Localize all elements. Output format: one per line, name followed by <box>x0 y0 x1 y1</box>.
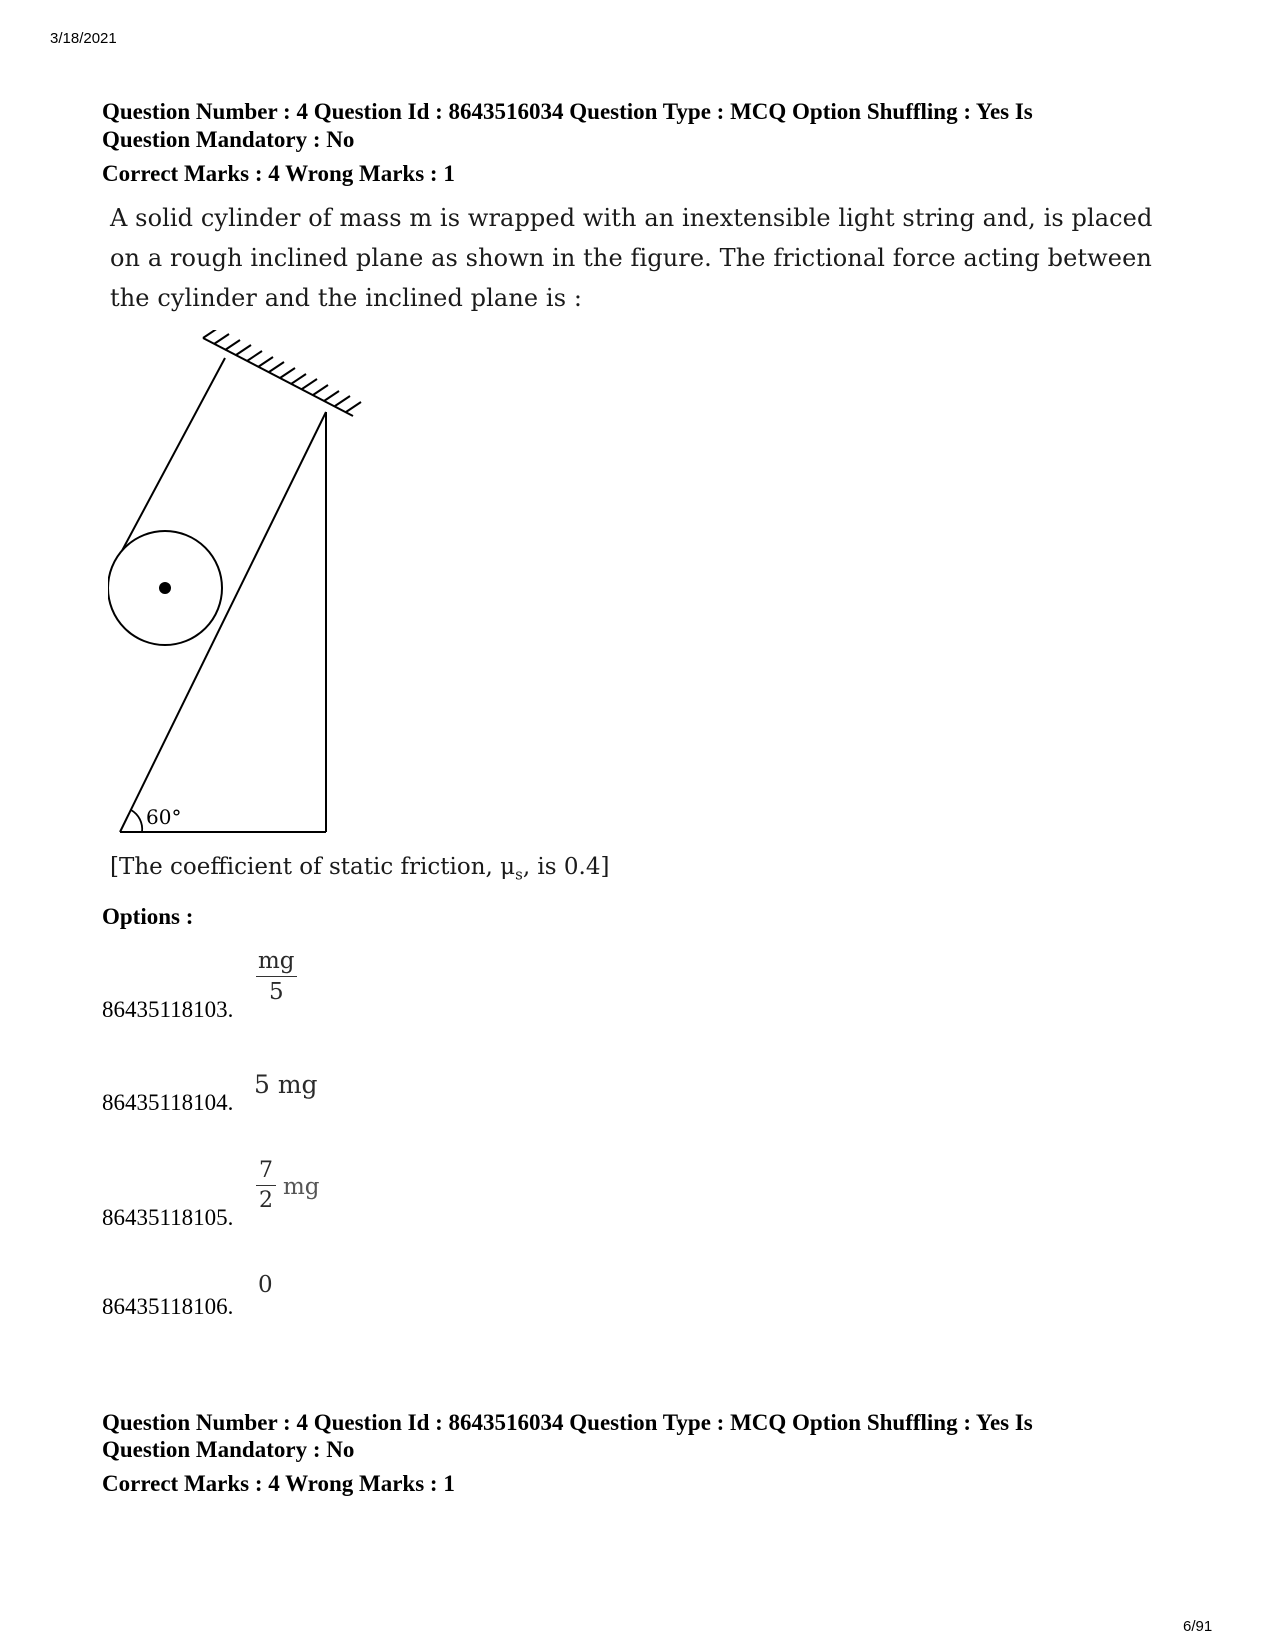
print-date: 3/18/2021 <box>50 30 117 47</box>
ceiling-hatching <box>203 330 361 416</box>
angle-label: 60° <box>146 805 182 829</box>
option-4-value[interactable]: 0 <box>258 1272 273 1298</box>
option-3-suffix: mg <box>283 1174 320 1200</box>
question-2-header-line1: Question Number : 4 Question Id : 8643516034 Question Type : MCQ Option Shuffling : Yes Is <box>102 1410 1033 1435</box>
question-marks: Correct Marks : 4 Wrong Marks : 1 <box>102 161 455 186</box>
option-3-fraction[interactable]: $\frac{7}{2}$ <box>256 1158 276 1213</box>
option-2-value[interactable]: 5 mg <box>254 1070 318 1099</box>
page-number: 6/91 <box>1183 1618 1213 1635</box>
option-2-id: 86435118104. <box>102 1090 234 1115</box>
cylinder-center-dot <box>159 582 171 594</box>
question-stem: A solid cylinder of mass m is wrapped with an inextensible light string and, is placed on a rough inclined plane as shown in the figure. The frictional force acting between the cylinder and the inclined plane is : <box>110 204 1153 312</box>
option-3-id: 86435118105. <box>102 1205 234 1230</box>
option-1-id: 86435118103. <box>102 997 234 1022</box>
question-header-line2: Question Mandatory : No <box>102 127 355 152</box>
option-1-value[interactable]: $\frac{mg}{5}$ <box>258 948 295 1005</box>
question-header-line1: Question Number : 4 Question Id : 8643516034 Question Type : MCQ Option Shuffling : Yes Is <box>102 99 1033 124</box>
option-4-id: 86435118106. <box>102 1294 234 1319</box>
friction-coefficient-note: [The coefficient of static friction, $\mu_s$, is 0.4] <box>110 854 610 884</box>
inclined-plane-figure <box>108 330 378 850</box>
angle-arc <box>131 810 142 832</box>
question-2-marks: Correct Marks : 4 Wrong Marks : 1 <box>102 1471 455 1496</box>
options-label: Options : <box>102 904 194 929</box>
question-2-header-line2: Question Mandatory : No <box>102 1437 355 1462</box>
